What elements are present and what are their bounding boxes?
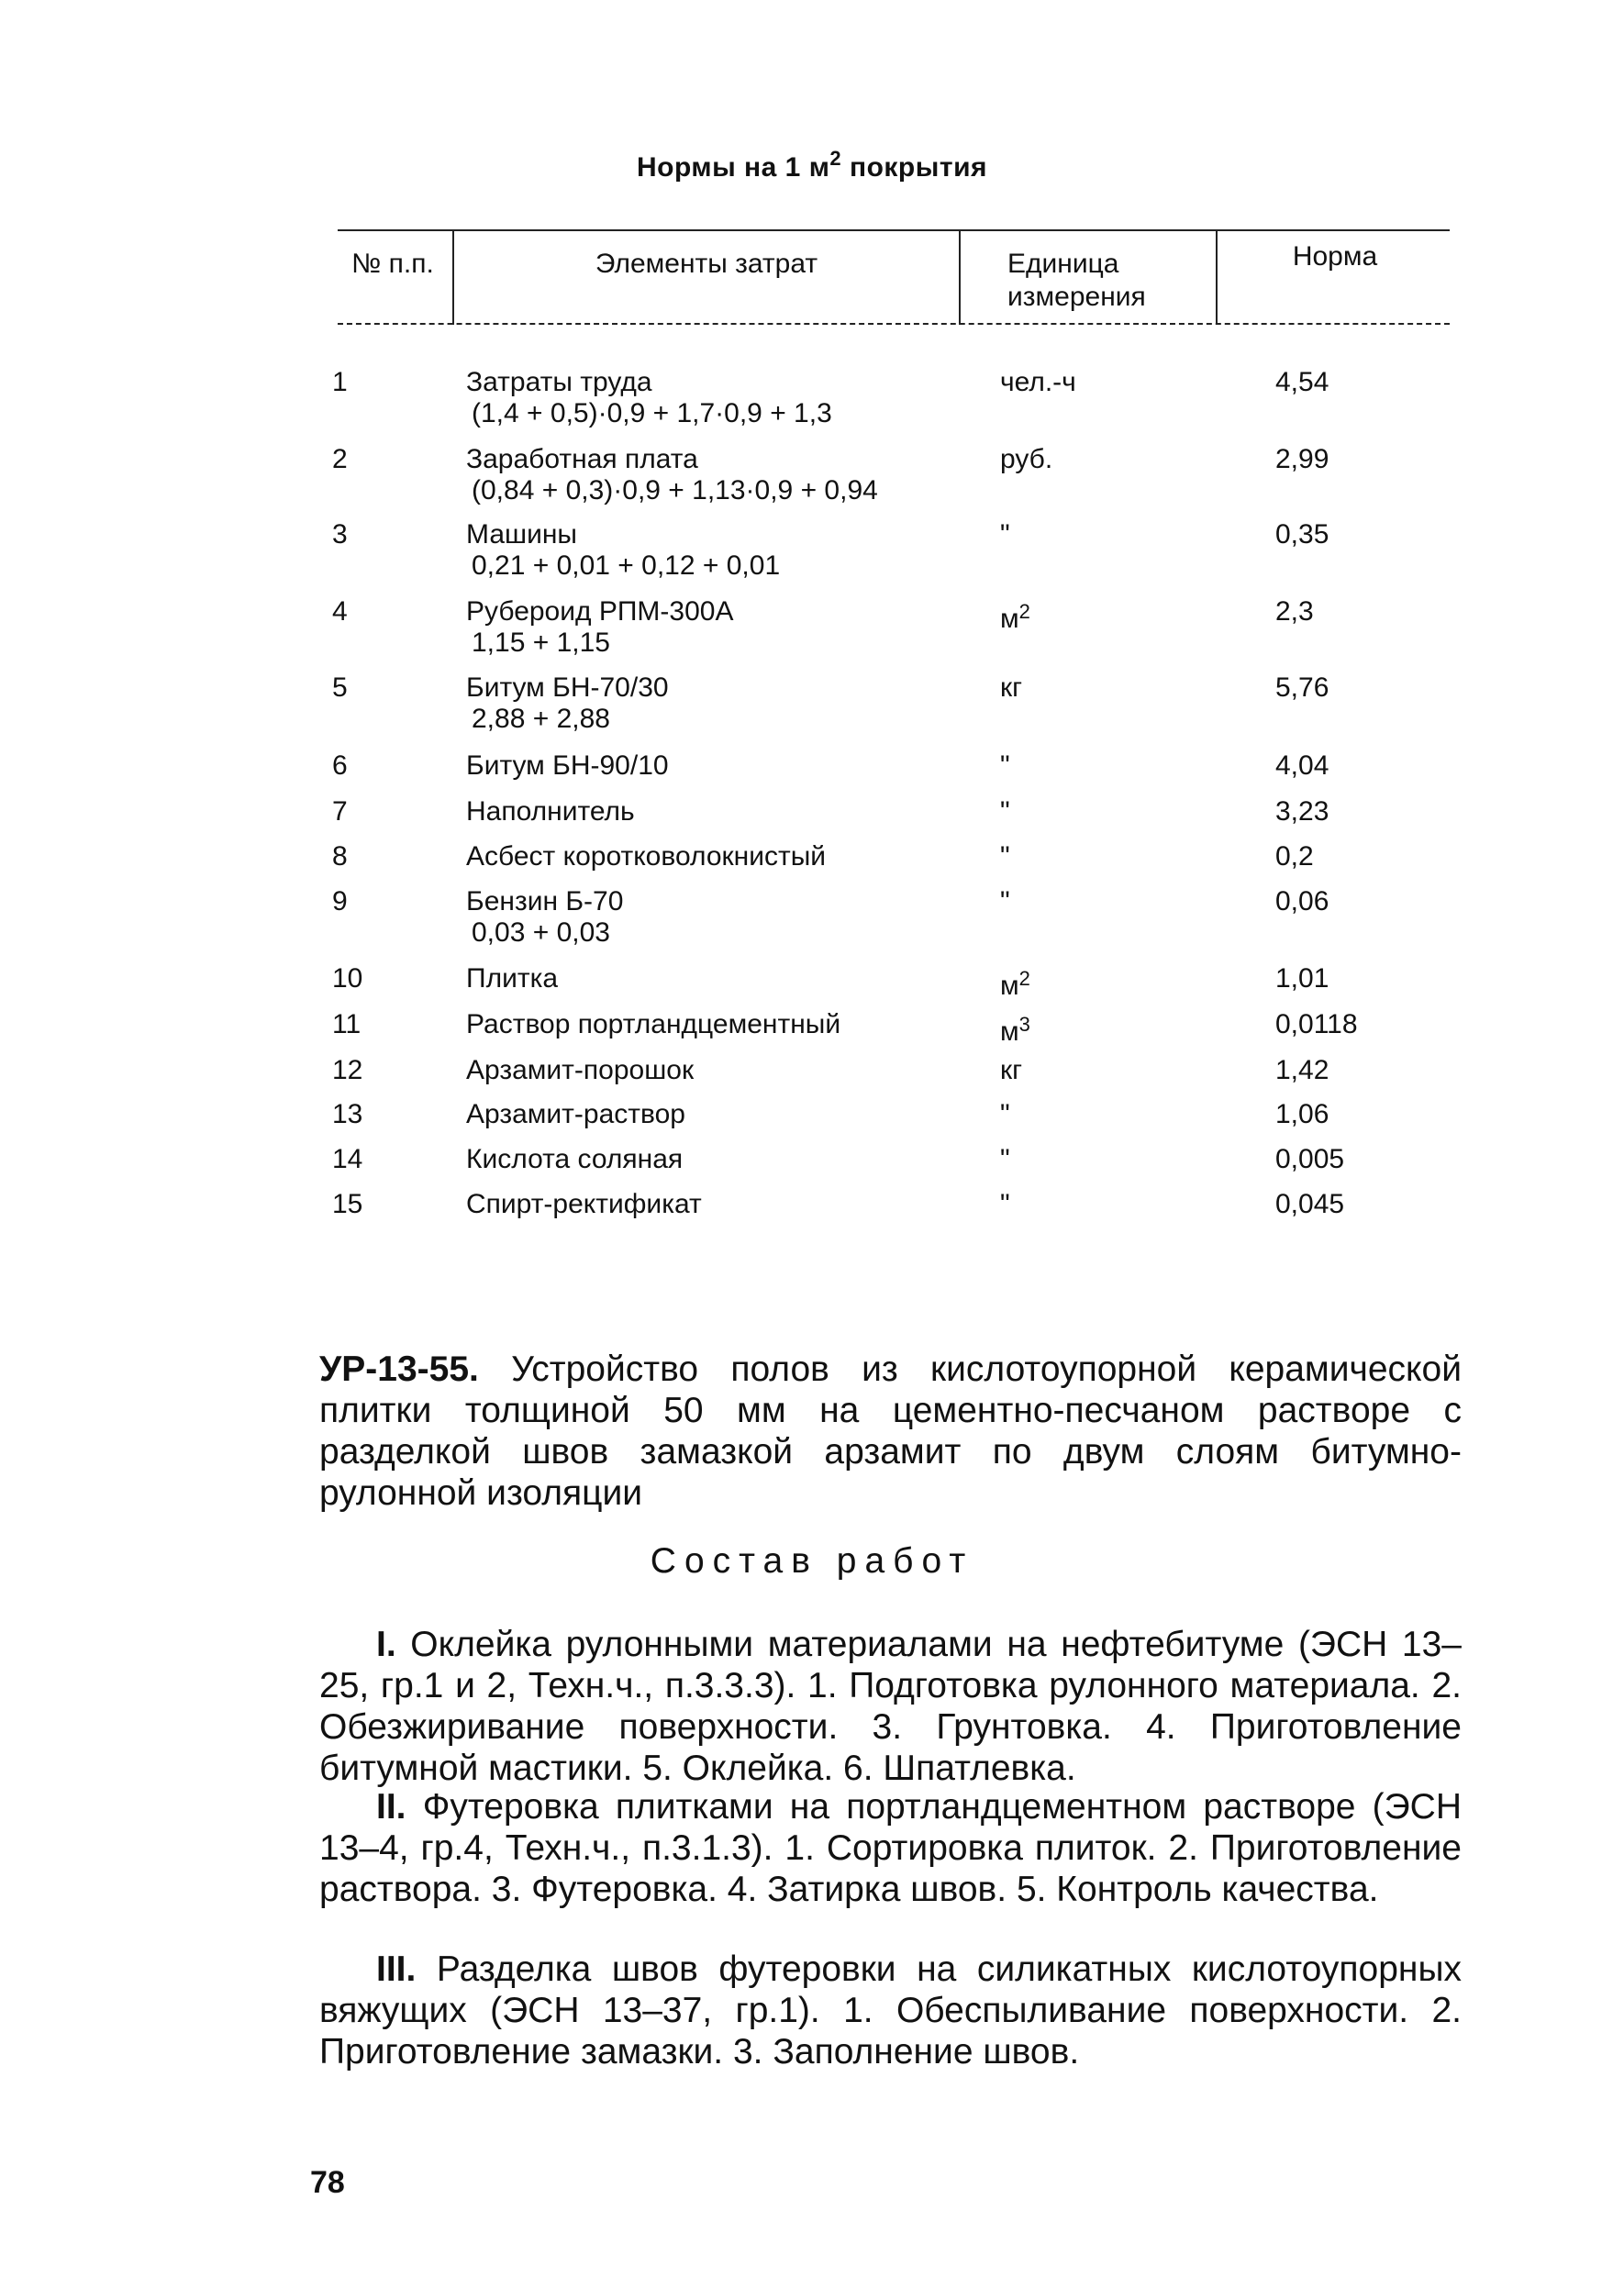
row-number: 6 — [332, 750, 348, 781]
row-unit-text: чел.-ч — [1000, 367, 1076, 397]
row-element — [466, 1055, 980, 1086]
row-norm: 0,06 — [1275, 886, 1329, 916]
ur-text: Устройство полов из кислотоупорной керамической плитки толщиной 50 мм на цементно-песчаном растворе с разделкой швов замазкой арзамит по двум слоям битумно-рулонной изоляции — [319, 1349, 1462, 1513]
row-unit — [1000, 750, 1184, 782]
row-unit — [1000, 1144, 1184, 1175]
row-number: 9 — [332, 886, 348, 916]
row-unit-text: м — [1000, 971, 1019, 1001]
row-element — [466, 1099, 980, 1130]
row-norm: 4,54 — [1275, 367, 1329, 397]
section-title: Состав работ — [650, 1541, 974, 1581]
row-element — [466, 750, 980, 782]
header-norm: Норма — [1292, 241, 1378, 272]
row-unit-text: кг — [1000, 672, 1023, 703]
header-elements: Элементы затрат — [595, 249, 818, 279]
row-norm: 0,005 — [1275, 1144, 1345, 1174]
row-norm: 1,01 — [1275, 963, 1329, 994]
row-element-formula: 0,03 + 0,03 — [472, 917, 610, 948]
row-element — [466, 367, 980, 429]
work-item-2-text: Футеровка плитками на портландцементном растворе (ЭСН 13–4, гр.4, Техн.ч., п.3.1.3). 1. Сортировка плиток. 2. Приготовление раствора. 3. Футеровка. 4. Затирка швов. 5. Контроль качества. — [319, 1787, 1462, 1909]
row-norm: 0,35 — [1275, 519, 1329, 550]
row-element-formula: 0,21 + 0,01 + 0,12 + 0,01 — [472, 550, 781, 581]
row-unit-text: " — [1000, 519, 1010, 550]
row-element-name: Арзамит-раствор — [466, 1099, 685, 1129]
row-unit-superscript: 2 — [1018, 967, 1030, 990]
row-unit-text: " — [1000, 1099, 1010, 1129]
row-number: 13 — [332, 1099, 363, 1129]
row-unit — [1000, 596, 1184, 635]
work-item-2-roman: II. — [376, 1787, 406, 1827]
row-unit-superscript: 3 — [1018, 1013, 1030, 1036]
row-unit — [1000, 963, 1184, 1002]
row-element — [466, 1144, 980, 1175]
header-num: № п.п. — [351, 249, 434, 279]
row-unit — [1000, 672, 1184, 704]
table-title — [0, 147, 1624, 183]
row-element-name: Раствор портландцементный — [466, 1009, 841, 1039]
ur-description — [319, 1349, 1462, 1514]
row-element-name: Асбест коротковолокнистый — [466, 841, 827, 872]
work-item-1-roman: I. — [376, 1625, 396, 1664]
ur-code: УР-13-55. — [319, 1349, 479, 1389]
row-element-name: Битум БН-70/30 — [466, 672, 669, 703]
row-number: 2 — [332, 444, 348, 474]
row-unit — [1000, 841, 1184, 872]
row-element — [466, 444, 980, 506]
table-title-suffix: покрытия — [841, 152, 988, 183]
row-element — [466, 519, 980, 582]
row-unit-text: руб. — [1000, 444, 1053, 474]
row-unit — [1000, 1009, 1184, 1048]
work-item-1-text: Оклейка рулонными материалами на нефтебитуме (ЭСН 13–25, гр.1 и 2, Техн.ч., п.3.3.3). 1. Подготовка рулонного материала. 2. Обезжиривание поверхности. 3. Грунтовка. 4. Приготовление битумной мастики. 5. Оклейка. 6. Шпатлевка. — [319, 1625, 1462, 1788]
row-element-formula: (0,84 + 0,3)·0,9 + 1,13·0,9 + 0,94 — [472, 475, 878, 505]
row-norm: 2,99 — [1275, 444, 1329, 474]
table-top-rule — [338, 229, 1450, 231]
row-element — [466, 1009, 980, 1040]
table-title-text: Нормы на 1 м — [636, 152, 830, 183]
row-element — [466, 672, 980, 735]
row-unit — [1000, 367, 1184, 398]
row-number: 12 — [332, 1055, 363, 1085]
work-item-2 — [319, 1786, 1462, 1910]
row-unit-text: " — [1000, 796, 1010, 827]
header-unit-line1: Единица — [1007, 249, 1119, 279]
row-norm: 0,045 — [1275, 1189, 1345, 1219]
row-number: 8 — [332, 841, 348, 872]
row-number: 5 — [332, 672, 348, 703]
row-number: 7 — [332, 796, 348, 827]
table-title-superscript: 2 — [829, 147, 842, 170]
table-col-divider-3 — [1216, 231, 1218, 325]
table-header-rule — [338, 323, 1450, 325]
row-norm: 0,0118 — [1275, 1009, 1358, 1039]
row-unit — [1000, 1189, 1184, 1220]
header-unit-line2: измерения — [1007, 282, 1146, 312]
work-item-1 — [319, 1624, 1462, 1789]
row-number: 15 — [332, 1189, 363, 1219]
header-unit — [963, 248, 1211, 314]
row-unit — [1000, 796, 1184, 827]
work-item-3-roman: III. — [376, 1949, 417, 1989]
row-element-name: Кислота соляная — [466, 1144, 684, 1174]
row-unit-superscript: 2 — [1018, 600, 1030, 623]
row-norm: 4,04 — [1275, 750, 1329, 781]
row-element-name: Наполнитель — [466, 796, 635, 827]
row-unit-text: м — [1000, 1016, 1019, 1047]
row-unit-text: " — [1000, 750, 1010, 781]
row-norm: 2,3 — [1275, 596, 1314, 627]
row-number: 14 — [332, 1144, 363, 1174]
row-element — [466, 1189, 980, 1220]
row-unit-text: кг — [1000, 1055, 1023, 1085]
row-number: 11 — [332, 1009, 362, 1039]
row-norm: 1,06 — [1275, 1099, 1329, 1129]
row-unit-text: " — [1000, 1144, 1010, 1174]
row-unit-text: " — [1000, 886, 1010, 916]
row-element — [466, 596, 980, 659]
row-element — [466, 796, 980, 827]
row-unit — [1000, 1099, 1184, 1130]
row-element-name: Спирт-ректификат — [466, 1189, 702, 1219]
work-item-3 — [319, 1949, 1462, 2072]
row-number: 3 — [332, 519, 348, 550]
row-element-formula: (1,4 + 0,5)·0,9 + 1,7·0,9 + 1,3 — [472, 398, 832, 428]
row-unit-text: " — [1000, 1189, 1010, 1219]
row-element-name: Машины — [466, 519, 577, 550]
row-element-name: Битум БН-90/10 — [466, 750, 669, 781]
row-element-name: Плитка — [466, 963, 559, 994]
row-element-formula: 1,15 + 1,15 — [472, 628, 610, 658]
row-element — [466, 841, 980, 872]
row-norm: 0,2 — [1275, 841, 1314, 872]
page-number: 78 — [310, 2165, 345, 2200]
row-element-name: Заработная плата — [466, 444, 698, 474]
row-element-formula: 2,88 + 2,88 — [472, 704, 610, 734]
row-unit — [1000, 886, 1184, 917]
row-element — [466, 963, 980, 994]
row-unit-text: " — [1000, 841, 1010, 872]
row-element-name: Бензин Б-70 — [466, 886, 624, 916]
row-element-name: Затраты труда — [466, 367, 652, 397]
row-norm: 1,42 — [1275, 1055, 1329, 1085]
row-number: 4 — [332, 596, 348, 627]
table-col-divider-1 — [452, 231, 454, 325]
row-unit — [1000, 1055, 1184, 1086]
row-number: 10 — [332, 963, 363, 994]
row-unit-text: м — [1000, 604, 1019, 634]
work-item-3-text: Разделка швов футеровки на силикатных кислотоупорных вяжущих (ЭСН 13–37, гр.1). 1. Обеспыливание поверхности. 2. Приготовление замазки. 3. Заполнение швов. — [319, 1949, 1462, 2071]
row-unit — [1000, 444, 1184, 475]
row-norm: 5,76 — [1275, 672, 1329, 703]
row-unit — [1000, 519, 1184, 550]
row-element — [466, 886, 980, 949]
row-element-name: Арзамит-порошок — [466, 1055, 695, 1085]
row-number: 1 — [332, 367, 348, 397]
row-norm: 3,23 — [1275, 796, 1329, 827]
table-col-divider-2 — [959, 231, 961, 325]
row-element-name: Рубероид РПМ-300А — [466, 596, 734, 627]
